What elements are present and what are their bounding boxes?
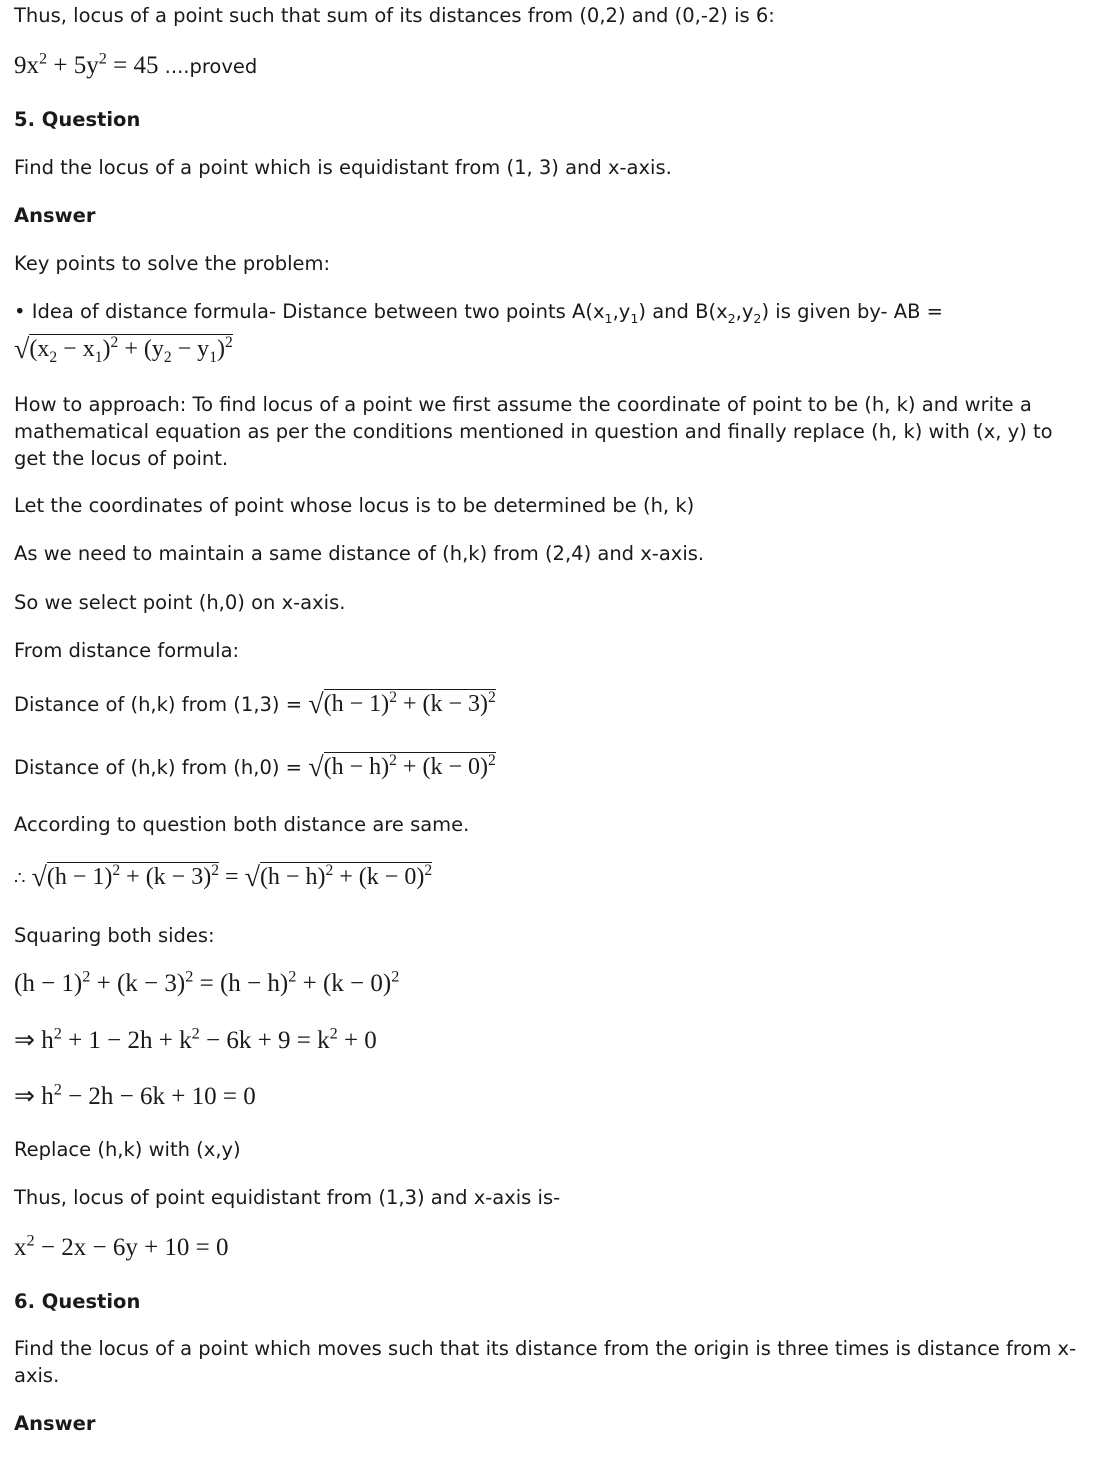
text-line: Thus, locus of point equidistant from (1,3) and x-axis is- — [14, 1186, 561, 1209]
bullet-distance-formula: • Idea of distance formula- Distance between two points $A(x_1,y_1)$ and $B(x_2,y_2)$ is given by- AB = — [14, 300, 944, 326]
equation-ellipse: $9x^2 + 5y^2 = 45$ ....proved — [14, 49, 258, 79]
text-line: From distance formula: — [14, 639, 240, 662]
text-line: Thus, locus of a point such that sum of its distances from (0,2) and (0,-2) is 6: — [14, 4, 775, 27]
text-line: Let the coordinates of point whose locus is to be determined be (h, k) — [14, 494, 695, 517]
text-line: As we need to maintain a same distance of (h,k) from (2,4) and x-axis. — [14, 542, 705, 565]
question-6-text: Find the locus of a point which moves such that its distance from the origin is three times is distance from x-axis. — [14, 1337, 1077, 1387]
sqrt-icon: √ — [308, 752, 324, 783]
distance-1: Distance of (h,k) from $(1,3) = √(h - 1)^2 + (k - 3)^2$ — [14, 689, 496, 720]
equation-expanded: ⇒ $h^2 + 1 - 2h + k^2 - 6k + 9 = k^2 + 0$ — [14, 1024, 377, 1054]
sqrt-icon: √ — [244, 862, 260, 893]
distance-formula: $√(x_2 - x_1)^2 + (y_2 - y_1)^2$ — [14, 334, 233, 366]
equation-equal-distances: ∴ $√(h - 1)^2 + (k - 3)^2 = √(h - h)^2 + (k - 0)^2$ — [14, 862, 433, 893]
text-line: According to question both distance are same. — [14, 813, 470, 836]
key-points: Key points to solve the problem: — [14, 252, 331, 275]
distance-2: Distance of (h,k) from $(h,0) = √(h - h)^2 + (k - 0)^2$ — [14, 752, 496, 783]
text-line: Replace (h,k) with (x,y) — [14, 1138, 241, 1161]
equation-simplified: ⇒ $h^2 - 2h - 6k + 10 = 0$ — [14, 1080, 256, 1110]
text-line: So we select point (h,0) on x-axis. — [14, 591, 346, 614]
sqrt-icon: √ — [31, 862, 47, 893]
sqrt-icon: √ — [308, 689, 324, 720]
therefore-icon: ∴ — [14, 868, 26, 888]
answer-heading: Answer — [14, 1412, 96, 1435]
proved-note: ....proved — [158, 55, 258, 78]
question-5-text: Find the locus of a point which is equidistant from (1, 3) and x-axis. — [14, 156, 672, 179]
text-line: Squaring both sides: — [14, 924, 215, 947]
sqrt-icon: √ — [14, 334, 30, 365]
question-6-heading: 6. Question — [14, 1290, 141, 1313]
distance-2-label: Distance of (h,k) from (h,0) = — [14, 756, 303, 779]
equation-locus-result: $x^2 - 2x - 6y + 10 = 0$ — [14, 1231, 229, 1261]
question-5-heading: 5. Question — [14, 108, 141, 131]
answer-heading: Answer — [14, 204, 96, 227]
approach-paragraph: How to approach: To find locus of a point we first assume the coordinate of point to be (h, k) and write a mathematical equation as per the conditions mentioned in question and finally replace (h, k) with (x, y) to get the locus of point. — [14, 393, 1053, 470]
distance-1-label: Distance of (h,k) from (1,3) = — [14, 693, 303, 716]
equation-squared: $(h - 1)^2 + (k - 3)^2 = (h - h)^2 + (k - 0)^2$ — [14, 967, 400, 997]
